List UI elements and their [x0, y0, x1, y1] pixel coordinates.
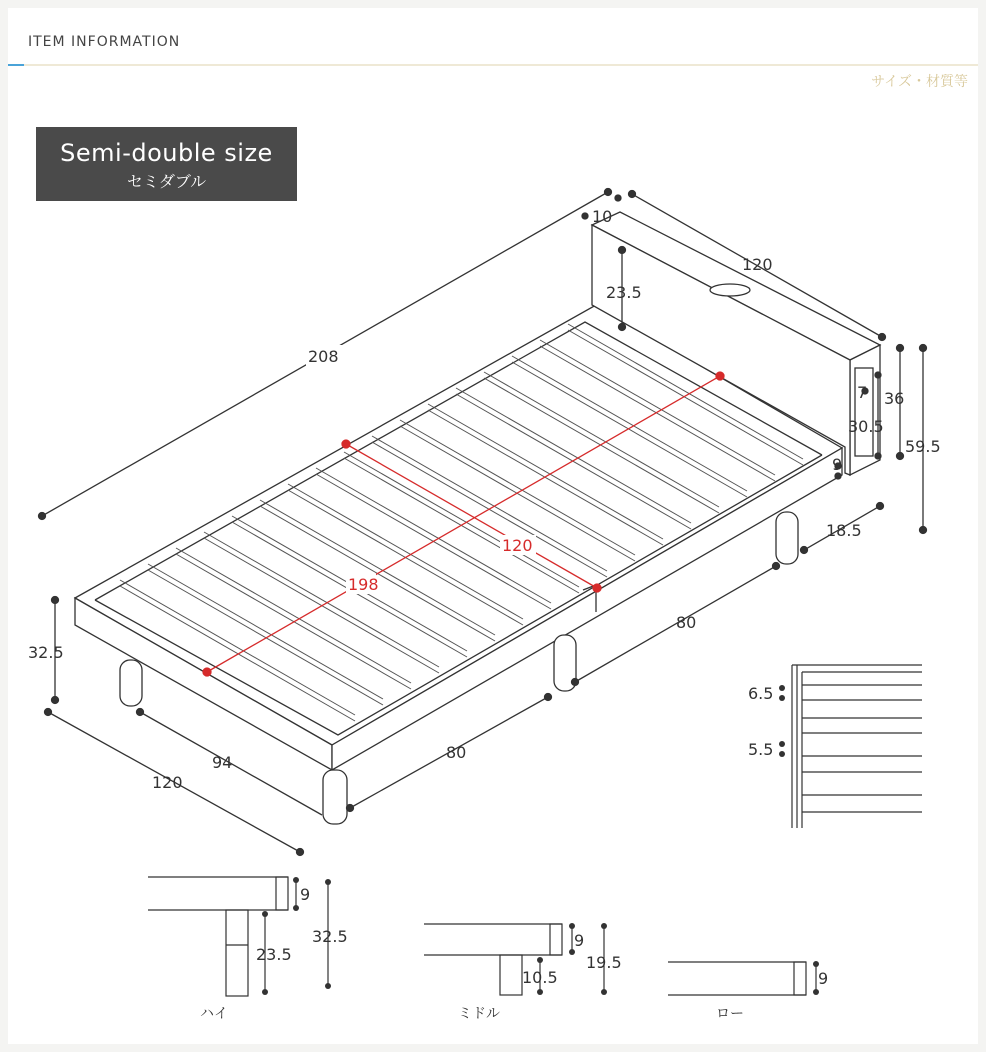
dim-shelf-lower: 30.5 — [848, 417, 884, 436]
dim-leg-clearance: 18.5 — [826, 521, 862, 540]
dim-shelf-bottom: 9 — [832, 455, 843, 474]
leg-low-frame: 9 — [818, 969, 829, 988]
leg-high-frame: 9 — [300, 885, 311, 904]
outlet-icon — [710, 284, 750, 296]
leg-high-total: 32.5 — [312, 927, 348, 946]
dim-front-width: 120 — [152, 773, 183, 792]
leg-high-leg: 23.5 — [256, 945, 292, 964]
dim-shelf-depth: 36 — [884, 389, 905, 408]
section-subtitle: サイズ・材質等 — [871, 74, 968, 90]
leg-high-caption: ハイ — [200, 1006, 228, 1022]
dim-total-length: 208 — [308, 347, 339, 366]
leg-low-caption: ロー — [716, 1006, 744, 1022]
dim-headboard-top: 10 — [592, 207, 613, 226]
size-badge-subtitle: セミダブル — [126, 172, 207, 191]
leg-middle-total: 19.5 — [586, 953, 622, 972]
dim-shelf-inner: 7 — [857, 383, 868, 402]
leg-middle-leg: 10.5 — [522, 968, 558, 987]
leg-middle-caption: ミドル — [458, 1006, 500, 1022]
leg-middle-frame: 9 — [574, 931, 585, 950]
dim-right-side: 80 — [676, 613, 697, 632]
dim-headboard-height: 23.5 — [606, 283, 642, 302]
dim-total-height: 59.5 — [905, 437, 941, 456]
dim-headboard-width: 120 — [742, 255, 773, 274]
dim-slat-gap-top: 6.5 — [748, 684, 774, 703]
leg-variant-low — [668, 962, 816, 995]
size-badge-title: Semi-double size — [60, 139, 273, 167]
dim-front-height: 32.5 — [28, 643, 64, 662]
dim-slat-gap-bottom: 5.5 — [748, 740, 774, 759]
dim-front-side: 80 — [446, 743, 467, 762]
dim-front-inner: 94 — [212, 753, 233, 772]
dim-inner-length: 198 — [348, 575, 379, 594]
dim-inner-width: 120 — [502, 536, 533, 555]
section-title: ITEM INFORMATION — [28, 34, 181, 50]
slat-detail — [792, 665, 922, 828]
